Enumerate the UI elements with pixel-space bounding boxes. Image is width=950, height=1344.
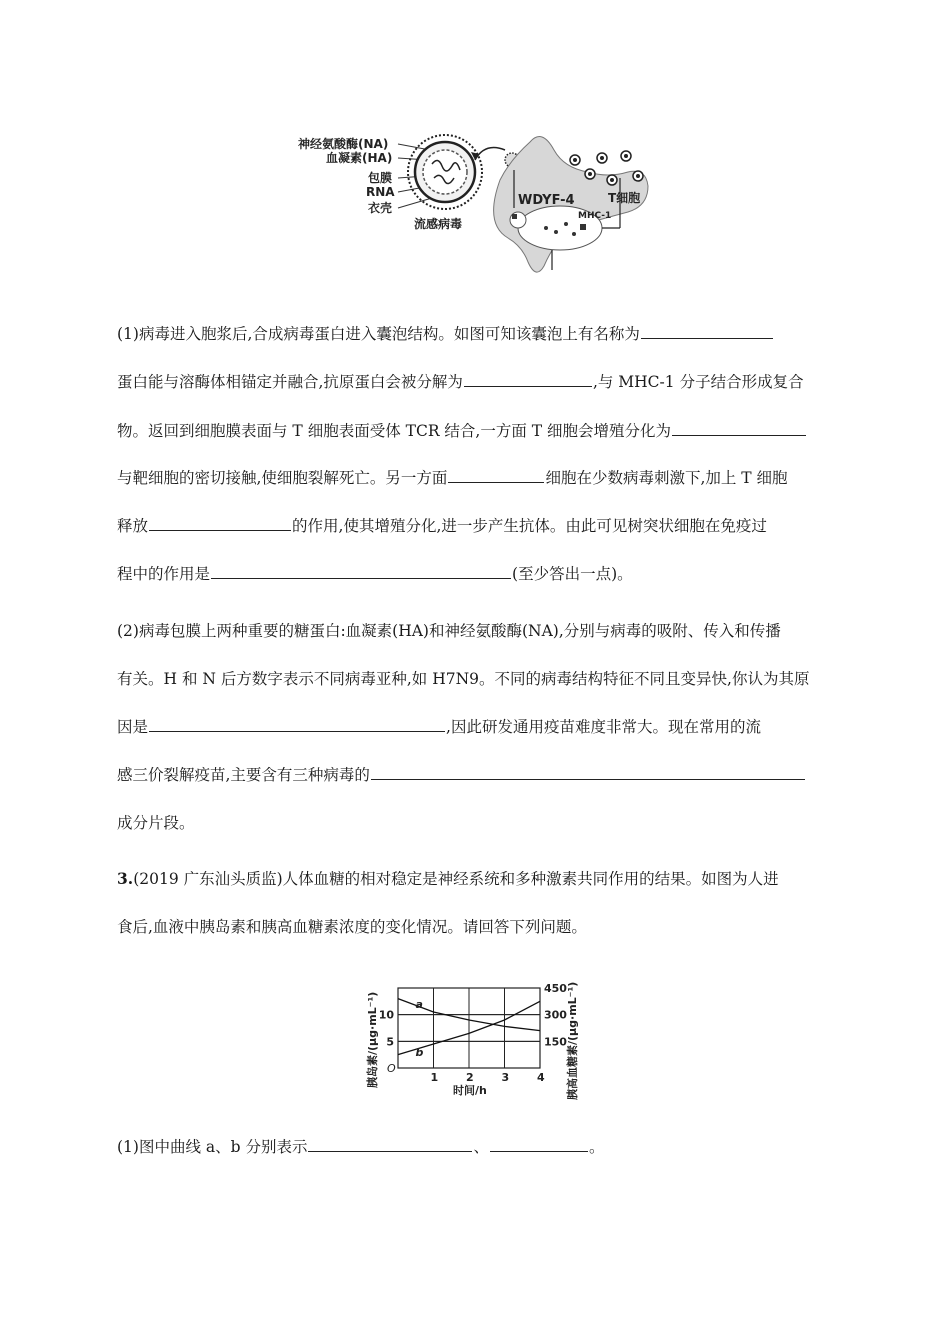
y-axis-label-left: 胰岛素/(μg·mL⁻¹): [366, 991, 379, 1088]
origin-label: O: [387, 1062, 396, 1075]
series-label-a: a: [415, 998, 423, 1011]
virus-particle: [408, 135, 482, 209]
q2-p2-line3: 因是 ,因此研发通用疫苗难度非常大。现在常用的流: [117, 718, 761, 736]
q2-p2-line5: 成分片段。: [117, 814, 195, 832]
insulin-glucagon-chart: [360, 962, 600, 1102]
y-tick-label-left: 10: [378, 1008, 394, 1022]
label-ha: 血凝素(HA): [326, 151, 393, 165]
q2-p2-line2: 有关。H 和 N 后方数字表示不同病毒亚种,如 H7N9。不同的病毒结构特征不同且变异快,你认为其原: [117, 670, 810, 688]
y-tick-label-left: 5: [386, 1035, 394, 1049]
label-tcell: T细胞: [608, 191, 641, 205]
label-envelope: 包膜: [368, 171, 393, 185]
x-tick-label: 1: [430, 1071, 439, 1084]
y-tick-label-right: 150: [544, 1035, 567, 1049]
answer-blank[interactable]: [448, 468, 544, 483]
x-tick-label: 2: [466, 1071, 474, 1084]
label-virus: 流感病毒: [414, 217, 463, 231]
x-tick-label: 3: [501, 1071, 510, 1084]
label-na: 神经氨酸酶(NA): [298, 137, 389, 151]
answer-blank[interactable]: [308, 1137, 472, 1152]
q2-p1-line4: 与靶细胞的密切接触,使细胞裂解死亡。另一方面 细胞在少数病毒刺激下,加上 T 细胞: [117, 469, 788, 487]
chart-ticks: [379, 982, 568, 1084]
q3-line2: 食后,血液中胰岛素和胰高血糖素浓度的变化情况。请回答下列问题。: [117, 918, 587, 936]
q2-p2-line4: 感三价裂解疫苗,主要含有三种病毒的: [117, 765, 806, 785]
q2-p1-line3: 物。返回到细胞膜表面与 T 细胞表面受体 TCR 结合,一方面 T 细胞会增殖分化为: [117, 421, 807, 441]
q3-p1-line1: (1)图中曲线 a、b 分别表示 、 。: [117, 1138, 605, 1156]
label-wdyf: WDYF-4: [518, 193, 575, 208]
y-tick-label-right: 300: [544, 1008, 567, 1022]
label-rna: RNA: [366, 185, 395, 199]
y-tick-label-right: 450: [544, 982, 567, 995]
answer-blank[interactable]: [490, 1137, 588, 1152]
figure-virus-dendritic-cell: [290, 120, 650, 285]
answer-blank[interactable]: [371, 765, 805, 780]
x-tick-label: 4: [537, 1071, 545, 1084]
answer-blank[interactable]: [641, 324, 773, 339]
q2-p1-line6: 程中的作用是 (至少答出一点)。: [117, 565, 633, 583]
answer-blank[interactable]: [211, 564, 511, 579]
answer-blank[interactable]: [149, 516, 291, 531]
q2-p2-line1: (2)病毒包膜上两种重要的糖蛋白:血凝素(HA)和神经氨酸酶(NA),分别与病毒的吸附、传入和传播: [117, 622, 781, 640]
q2-p1-line1: (1)病毒进入胞浆后,合成病毒蛋白进入囊泡结构。如图可知该囊泡上有名称为: [117, 324, 774, 344]
label-capsid: 衣壳: [368, 201, 393, 215]
q3-line1: 3.(2019 广东汕头质监)人体血糖的相对稳定是神经系统和多种激素共同作用的结果。如图为人进: [117, 869, 779, 888]
answer-blank[interactable]: [149, 717, 445, 732]
y-axis-label-right: 胰高血糖素/(μg·mL⁻¹): [566, 981, 579, 1100]
x-axis-label: 时间/h: [453, 1084, 487, 1097]
series-label-b: b: [415, 1046, 424, 1059]
q2-p1-line5: 释放 的作用,使其增殖分化,进一步产生抗体。由此可见树突状细胞在免疫过: [117, 517, 767, 535]
label-mhc: MHC-1: [578, 211, 612, 221]
q2-p1-line2: 蛋白能与溶酶体相锚定并融合,抗原蛋白会被分解为 ,与 MHC-1 分子结合形成复合: [117, 373, 804, 391]
answer-blank[interactable]: [464, 372, 592, 387]
answer-blank[interactable]: [672, 421, 806, 436]
